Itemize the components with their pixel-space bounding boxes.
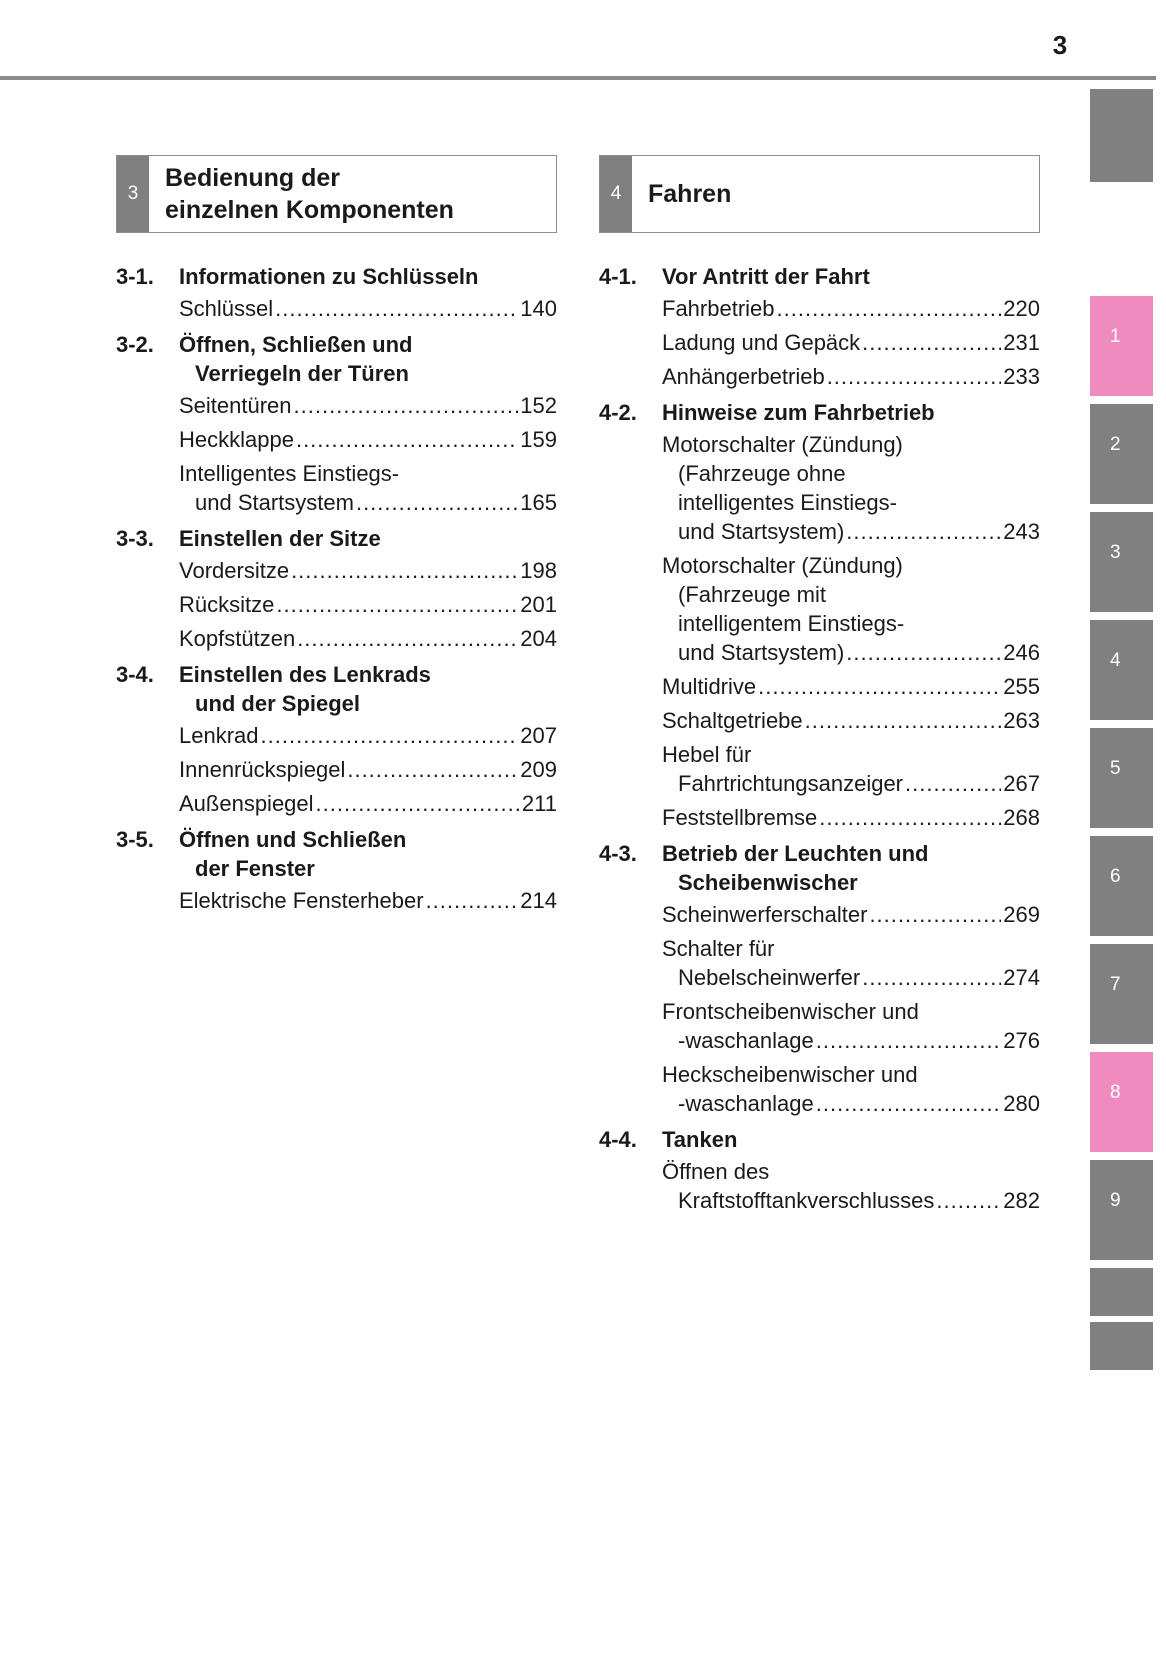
dot-leader [294,391,519,420]
chapter-header [116,155,557,233]
section-number: 4-2. [599,400,637,425]
top-rule [0,76,1156,80]
chapter-tab-9[interactable]: 9 [1090,1160,1153,1260]
page-ref[interactable]: 246 [1003,640,1040,665]
section-number: 4-3. [599,841,637,866]
page-ref[interactable]: 263 [1003,708,1040,733]
entry-line [662,769,1040,798]
entry-text: Scheinwerferschalter [662,902,868,927]
entry-line [179,590,557,619]
toc-entry[interactable] [116,459,557,517]
entry-text: Hebel für [662,742,752,767]
toc-entry[interactable] [599,551,1040,667]
dot-leader [819,803,1001,832]
page-ref[interactable]: 280 [1003,1091,1040,1116]
dot-leader [758,672,1001,701]
page-ref[interactable]: 268 [1003,805,1040,830]
entry-line [662,706,1040,735]
page-ref[interactable]: 269 [1003,902,1040,927]
entry-text: Rücksitze [179,592,275,617]
dot-leader [426,886,519,915]
chapter-4-column [599,155,1040,1220]
toc-entry[interactable] [116,624,557,653]
entry-text: Heckklappe [179,427,294,452]
chapter-tab-6[interactable]: 6 [1090,836,1153,936]
page-ref[interactable]: 140 [520,296,557,321]
entry-text: (Fahrzeuge ohne [678,461,846,486]
toc-entry[interactable] [599,934,1040,992]
section-title: Informationen zu Schlüsseln [179,264,479,289]
dot-leader [291,556,518,585]
section-title: und der Spiegel [195,691,361,716]
entry-line [179,789,557,818]
entry-text: und Startsystem) [678,519,845,544]
entry-text: Intelligentes Einstiegs- [179,461,400,486]
toc-list [599,262,1040,1215]
page-ref[interactable]: 204 [520,626,557,651]
entry-line [662,328,1040,357]
entry-text: Seitentüren [179,393,292,418]
chapter-tab-5[interactable]: 5 [1090,728,1153,828]
entry-text: Anhängerbetrieb [662,364,825,389]
entry-line [179,721,557,750]
section-title: der Fenster [195,856,315,881]
entry-text: Motorschalter (Zündung) [662,553,903,578]
entry-text: Schalter für [662,936,775,961]
toc-entry[interactable] [599,803,1040,832]
entry-text: Schaltgetriebe [662,708,803,733]
entry-text: und Startsystem [195,490,354,515]
toc-entry[interactable] [599,672,1040,701]
entry-line [662,362,1040,391]
entry-text: Ladung und Gepäck [662,330,861,355]
section-number: 4-1. [599,264,637,289]
entry-line [179,391,557,420]
entry-text: intelligentem Einstiegs- [678,611,905,636]
section-number: 3-5. [116,827,154,852]
dot-leader [805,706,1002,735]
page-ref[interactable]: 198 [520,558,557,583]
page-ref[interactable]: 201 [520,592,557,617]
toc-entry[interactable] [116,294,557,323]
toc-entry[interactable] [599,706,1040,735]
entry-line [662,963,1040,992]
entry-text: Nebelscheinwerfer [678,965,861,990]
toc-entry[interactable] [599,362,1040,391]
chapter-number: 3 [117,156,149,232]
entry-text: Lenkrad [179,723,259,748]
page-ref[interactable]: 233 [1003,364,1040,389]
chapter-tab-4[interactable]: 4 [1090,620,1153,720]
entry-text: Frontscheibenwischer und [662,999,919,1024]
section-heading [116,825,557,883]
dot-leader [816,1026,1002,1055]
chapter-number: 4 [600,156,632,232]
entry-text: Kraftstofftankverschlusses [678,1188,935,1213]
entry-text: Multidrive [662,674,757,699]
chapter-tab[interactable] [1090,1322,1153,1370]
dot-leader [862,963,1001,992]
entry-line [662,638,1040,667]
page-ref[interactable]: 207 [520,723,557,748]
toc-entry[interactable] [599,997,1040,1055]
section-number: 3-4. [116,662,154,687]
page-ref[interactable]: 220 [1003,296,1040,321]
section-heading [599,1125,1040,1154]
entry-text: Fahrtrichtungsanzeiger [678,771,904,796]
toc-entry[interactable] [116,721,557,750]
dot-leader [816,1089,1002,1118]
page-ref[interactable]: 152 [520,393,557,418]
entry-text: Öffnen des [662,1159,770,1184]
dot-leader [869,900,1001,929]
section-title: Scheibenwischer [678,870,858,895]
section-title: Betrieb der Leuchten und [662,841,929,866]
chapter-tab-8[interactable]: 8 [1090,1052,1153,1152]
entry-line [662,1089,1040,1118]
entry-line [179,556,557,585]
toc-entry[interactable] [116,391,557,420]
toc-entry[interactable] [116,556,557,585]
entry-text: Fahrbetrieb [662,296,775,321]
section-heading [599,398,1040,427]
toc-entry[interactable] [116,590,557,619]
chapter-tab-2[interactable]: 2 [1090,404,1153,504]
entry-line [662,1026,1040,1055]
dot-leader [356,488,518,517]
section-heading [116,330,557,388]
toc-entry[interactable] [599,294,1040,323]
entry-text: Innenrückspiegel [179,757,346,782]
entry-text: Außenspiegel [179,791,314,816]
toc-list [116,262,557,915]
section-heading [116,262,557,291]
entry-text: intelligentes Einstiegs- [678,490,897,515]
entry-line [179,425,557,454]
chapter-header [599,155,1040,233]
dot-leader [827,362,1002,391]
entry-text: Elektrische Fensterheber [179,888,424,913]
toc-entry[interactable] [116,755,557,784]
page-ref[interactable]: 282 [1003,1188,1040,1213]
section-number: 3-3. [116,526,154,551]
page-ref[interactable]: 274 [1003,965,1040,990]
section-number: 3-1. [116,264,154,289]
entry-line [662,517,1040,546]
section-title: Hinweise zum Fahrbetrieb [662,400,935,425]
dot-leader [316,789,520,818]
toc-entry[interactable] [599,328,1040,357]
section-title: Öffnen und Schließen [179,827,407,852]
dot-leader [261,721,519,750]
entry-line [662,1186,1040,1215]
entry-text: und Startsystem) [678,640,845,665]
toc-entry[interactable] [116,425,557,454]
chapter-tab-1[interactable]: 1 [1090,296,1153,396]
page-ref[interactable]: 211 [521,791,557,816]
toc-entry[interactable] [599,900,1040,929]
section-title: Vor Antritt der Fahrt [662,264,870,289]
entry-text: Motorschalter (Zündung) [662,432,903,457]
entry-line [662,803,1040,832]
entry-line [662,900,1040,929]
dot-leader [846,638,1001,667]
page-ref[interactable]: 209 [520,757,557,782]
page-ref[interactable]: 165 [520,490,557,515]
page-ref[interactable]: 214 [520,888,557,913]
entry-text: Feststellbremse [662,805,818,830]
entry-text: (Fahrzeuge mit [678,582,826,607]
page-ref[interactable]: 243 [1003,519,1040,544]
section-heading [116,660,557,718]
chapter-title: Fahren [648,180,732,208]
section-title: Verriegeln der Türen [195,361,409,386]
page-ref[interactable]: 255 [1003,674,1040,699]
chapter-tab-3[interactable]: 3 [1090,512,1153,612]
section-number: 3-2. [116,332,154,357]
chapter-3-column [116,155,557,920]
section-heading [599,839,1040,897]
entry-line [179,886,557,915]
entry-text: Heckscheibenwischer und [662,1062,918,1087]
dot-leader [296,425,518,454]
entry-text: -waschanlage [678,1091,814,1116]
toc-entry[interactable] [116,886,557,915]
section-title: Einstellen der Sitze [179,526,381,551]
entry-line [179,488,557,517]
dot-leader [276,590,518,619]
entry-line [179,294,557,323]
dot-leader [862,328,1001,357]
chapter-tab[interactable] [1090,89,1153,182]
chapter-title: Bedienung der einzelnen Komponenten [165,164,454,224]
section-title: Einstellen des Lenkrads [179,662,431,687]
dot-leader [275,294,518,323]
dot-leader [936,1186,1001,1215]
toc-entry[interactable] [599,740,1040,798]
entry-text: Vordersitze [179,558,290,583]
entry-line [662,672,1040,701]
page-ref[interactable]: 276 [1003,1028,1040,1053]
entry-line [179,755,557,784]
dot-leader [905,769,1001,798]
entry-text: -waschanlage [678,1028,814,1053]
toc-entry[interactable] [599,430,1040,546]
page-ref[interactable]: 267 [1003,771,1040,796]
entry-text: Kopfstützen [179,626,296,651]
entry-line [662,294,1040,323]
toc-entry[interactable] [599,1060,1040,1118]
toc-entry[interactable] [116,789,557,818]
dot-leader [297,624,518,653]
section-heading [116,524,557,553]
page-ref[interactable]: 231 [1003,330,1040,355]
section-title: Öffnen, Schließen und [179,332,413,357]
page-ref[interactable]: 159 [520,427,557,452]
dot-leader [846,517,1001,546]
page-number: 3 [1052,30,1068,60]
chapter-tab-7[interactable]: 7 [1090,944,1153,1044]
section-title: Tanken [662,1127,738,1152]
chapter-tab[interactable] [1090,1268,1153,1316]
toc-entry[interactable] [599,1157,1040,1215]
section-heading [599,262,1040,291]
entry-line [179,624,557,653]
dot-leader [347,755,518,784]
entry-text: Schlüssel [179,296,274,321]
dot-leader [777,294,1002,323]
section-number: 4-4. [599,1127,637,1152]
